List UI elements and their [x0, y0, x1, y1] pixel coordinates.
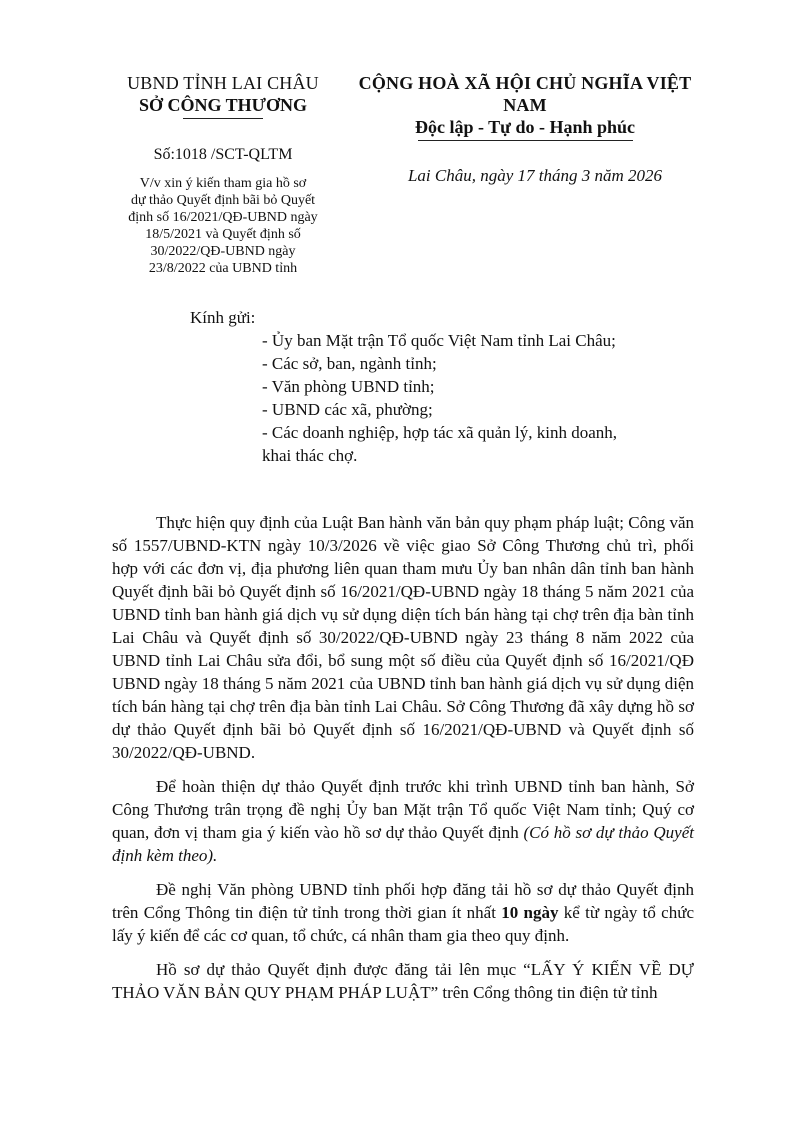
body-paragraph-3 — [112, 878, 694, 947]
document-number: Số:1018 /SCT-QLTM — [153, 146, 293, 163]
recipients-block — [190, 306, 710, 467]
body-paragraph-3-text-b: kể từ ngày tổ chức lấy ý kiến để các cơ quan, tổ chức, cá nhân tham gia theo quy định. — [112, 903, 694, 945]
body-paragraph-3-text-a: Đề nghị Văn phòng UBND tỉnh phối hợp đăng tải hồ sơ dự thảo Quyết định trên Cổng Thông tin điện tử tỉnh trong thời gian ít nhất — [112, 880, 694, 922]
agency-name: SỞ CÔNG THƯƠNG — [138, 95, 308, 115]
deadline-emphasis: 10 ngày — [501, 903, 559, 922]
recipient-item: - Văn phòng UBND tỉnh; — [262, 377, 435, 396]
subject-line: 18/5/2021 và Quyết định số — [145, 227, 301, 242]
letter-body — [112, 511, 694, 1015]
agency-underline — [183, 118, 263, 119]
recipients-label: Kính gửi: — [190, 308, 256, 327]
subject-line: định số 16/2021/QĐ-UBND ngày — [128, 210, 318, 225]
recipient-item-continuation: khai thác chợ. — [262, 446, 358, 465]
subject-line: 23/8/2022 của UBND tỉnh — [148, 261, 298, 276]
recipient-item: - UBND các xã, phường; — [262, 400, 433, 419]
place-and-date: Lai Châu, ngày 17 tháng 3 năm 2026 — [407, 166, 663, 185]
body-paragraph-2-text: Để hoàn thiện dự thảo Quyết định trước khi trình UBND tỉnh ban hành, Sở Công Thương trân trọng đề nghị Ủy ban Mặt trận Tổ quốc Việt Nam tỉnh; Quý cơ quan, đơn vị tham gia ý kiến vào hồ sơ dự thảo Quyết định — [112, 777, 694, 842]
document-subject — [118, 175, 328, 277]
subject-line: V/v xin ý kiến tham gia hồ sơ — [139, 176, 307, 191]
recipients-list — [190, 329, 710, 444]
attachment-note: (Có hồ sơ dự thảo Quyết định kèm theo). — [112, 823, 694, 865]
body-paragraph-1: Thực hiện quy định của Luật Ban hành văn bản quy phạm pháp luật; Công văn số 1557/UBND-KTN ngày 10/3/2026 về việc giao Sở Công Thương chủ trì, phối hợp với các đơn vị, địa phương liên quan tham mưu Ủy ban nhân dân tỉnh ban hành Quyết định bãi bỏ Quyết định số 16/2021/QĐ-UBND ngày 18 tháng 5 năm 2021 của UBND tỉnh ban hành giá dịch vụ sử dụng diện tích bán hàng tại chợ trên địa bàn tỉnh Lai Châu và Quyết định số 30/2022/QĐ-UBND ngày 23 tháng 8 năm 2022 của UBND tỉnh Lai Châu sửa đổi, bổ sung một số điều của Quyết định số 16/2021/QĐ UBND ngày 18 tháng 5 năm 2021 của UBND tỉnh ban hành giá dịch vụ sử dụng diện tích bán hàng tại chợ trên địa bàn tỉnh Lai Châu. Sở Công Thương đã xây dựng hồ sơ dự thảo Quyết định bãi bỏ Quyết định số 16/2021/QĐ-UBND và Quyết định số 30/2022/QĐ-UBND. — [112, 513, 694, 762]
nation-title: CỘNG HOÀ XÃ HỘI CHỦ NGHĨA VIỆT NAM — [358, 73, 692, 115]
recipient-item: - Ủy ban Mặt trận Tổ quốc Việt Nam tỉnh Lai Châu; — [262, 331, 616, 350]
national-header-block — [355, 72, 695, 187]
recipient-item: - Các sở, ban, ngành tỉnh; — [262, 354, 437, 373]
issuing-agency-block — [118, 72, 328, 277]
motto-underline — [418, 140, 633, 141]
body-paragraph-2 — [112, 775, 694, 867]
subject-line: dự thảo Quyết định bãi bỏ Quyết — [130, 193, 316, 208]
parent-agency: UBND TỈNH LAI CHÂU — [127, 73, 319, 93]
subject-line: 30/2022/QĐ-UBND ngày — [150, 244, 296, 259]
recipient-item: - Các doanh nghiệp, hợp tác xã quản lý, kinh doanh, — [262, 423, 618, 442]
body-paragraph-4: Hồ sơ dự thảo Quyết định được đăng tải lên mục “LẤY Ý KIẾN VỀ DỰ THẢO VĂN BẢN QUY PHẠM PHÁP LUẬT” trên Cổng thông tin điện tử tỉnh — [112, 960, 694, 1002]
nation-motto: Độc lập - Tự do - Hạnh phúc — [414, 117, 636, 137]
